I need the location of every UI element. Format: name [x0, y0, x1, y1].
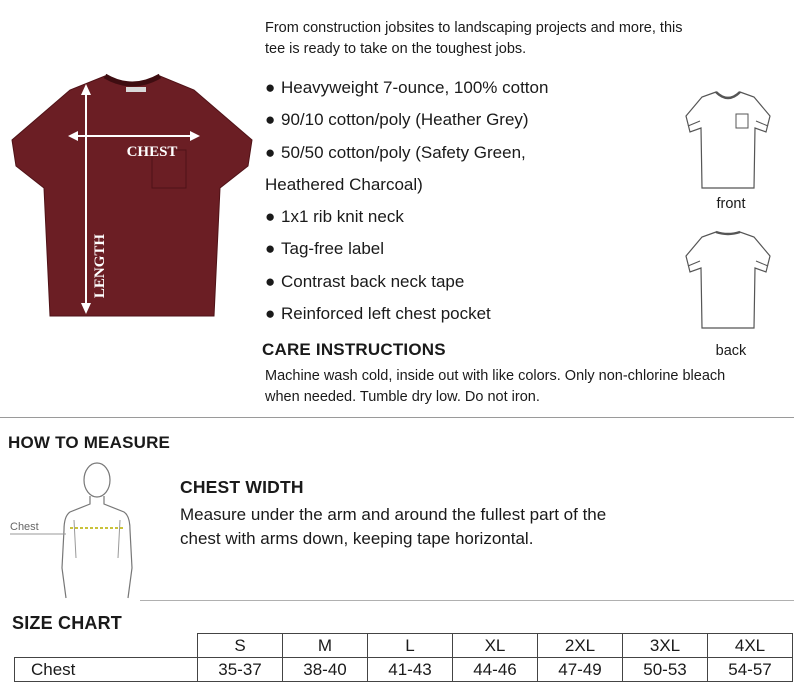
size-header-cell: M: [283, 634, 368, 658]
chest-value-cell: 47-49: [538, 658, 623, 682]
size-header-cell: 3XL: [623, 634, 708, 658]
tshirt-tag: [126, 87, 146, 92]
feature-item: ● Contrast back neck tape: [265, 271, 465, 291]
tshirt-body: [12, 76, 252, 316]
feature-item: ● Reinforced left chest pocket: [265, 304, 491, 324]
chest-value-cell: 35-37: [198, 658, 283, 682]
chest-value-cell: 38-40: [283, 658, 368, 682]
chest-value-cell: 44-46: [453, 658, 538, 682]
row-label: Chest: [15, 658, 198, 682]
feature-list: [265, 72, 685, 330]
body-measure-figure: [10, 458, 145, 603]
size-chart-table: [14, 633, 793, 682]
size-header-cell: S: [198, 634, 283, 658]
chest-value-cell: 50-53: [623, 658, 708, 682]
size-header-cell: 4XL: [708, 634, 793, 658]
tshirt-back-outline: [684, 228, 772, 332]
chest-width-title: CHEST WIDTH: [180, 477, 304, 497]
feature-item: ● Heavyweight 7-ounce, 100% cotton: [265, 78, 549, 97]
chest-figure-label: Chest: [10, 521, 39, 533]
size-header-cell: L: [368, 634, 453, 658]
back-label: back: [715, 343, 747, 359]
chest-value-cell: 41-43: [368, 658, 453, 682]
care-instructions-title: CARE INSTRUCTIONS: [262, 340, 446, 359]
feature-item: ● 90/10 cotton/poly (Heather Grey): [265, 110, 529, 130]
feature-item-continued: Heathered Charcoal): [265, 174, 423, 194]
tshirt-front-outline: [684, 88, 772, 192]
front-label: front: [716, 196, 746, 212]
chest-width-text: Measure under the arm and around the fullest part of the chest with arms down, keeping tape horizontal.: [180, 505, 607, 548]
size-header-cell: 2XL: [538, 634, 623, 658]
size-header-row: [15, 634, 793, 658]
size-header-cell: XL: [453, 634, 538, 658]
length-label: LENGTH: [92, 233, 108, 299]
how-to-measure-title: HOW TO MEASURE: [8, 433, 171, 452]
feature-item: ● 1x1 rib knit neck: [265, 207, 404, 227]
section-divider: [0, 417, 794, 418]
feature-item: ● 50/50 cotton/poly (Safety Green,: [265, 142, 526, 162]
size-chart-title: SIZE CHART: [12, 613, 122, 633]
feature-item: ● Tag-free label: [265, 239, 385, 259]
tshirt-measurement-diagram: [10, 70, 256, 320]
chest-value-cell: 54-57: [708, 658, 793, 682]
product-intro: From construction jobsites to landscaping projects and more, this tee is ready to take on the toughest jobs.: [265, 20, 683, 57]
care-instructions-text: Machine wash cold, inside out with like colors. Only non-chlorine bleach when needed. Tumble dry low. Do not iron.: [265, 368, 726, 405]
chest-row: [15, 658, 793, 682]
table-corner: [15, 634, 198, 658]
section-divider: [140, 600, 794, 601]
chest-label: CHEST: [126, 144, 178, 160]
